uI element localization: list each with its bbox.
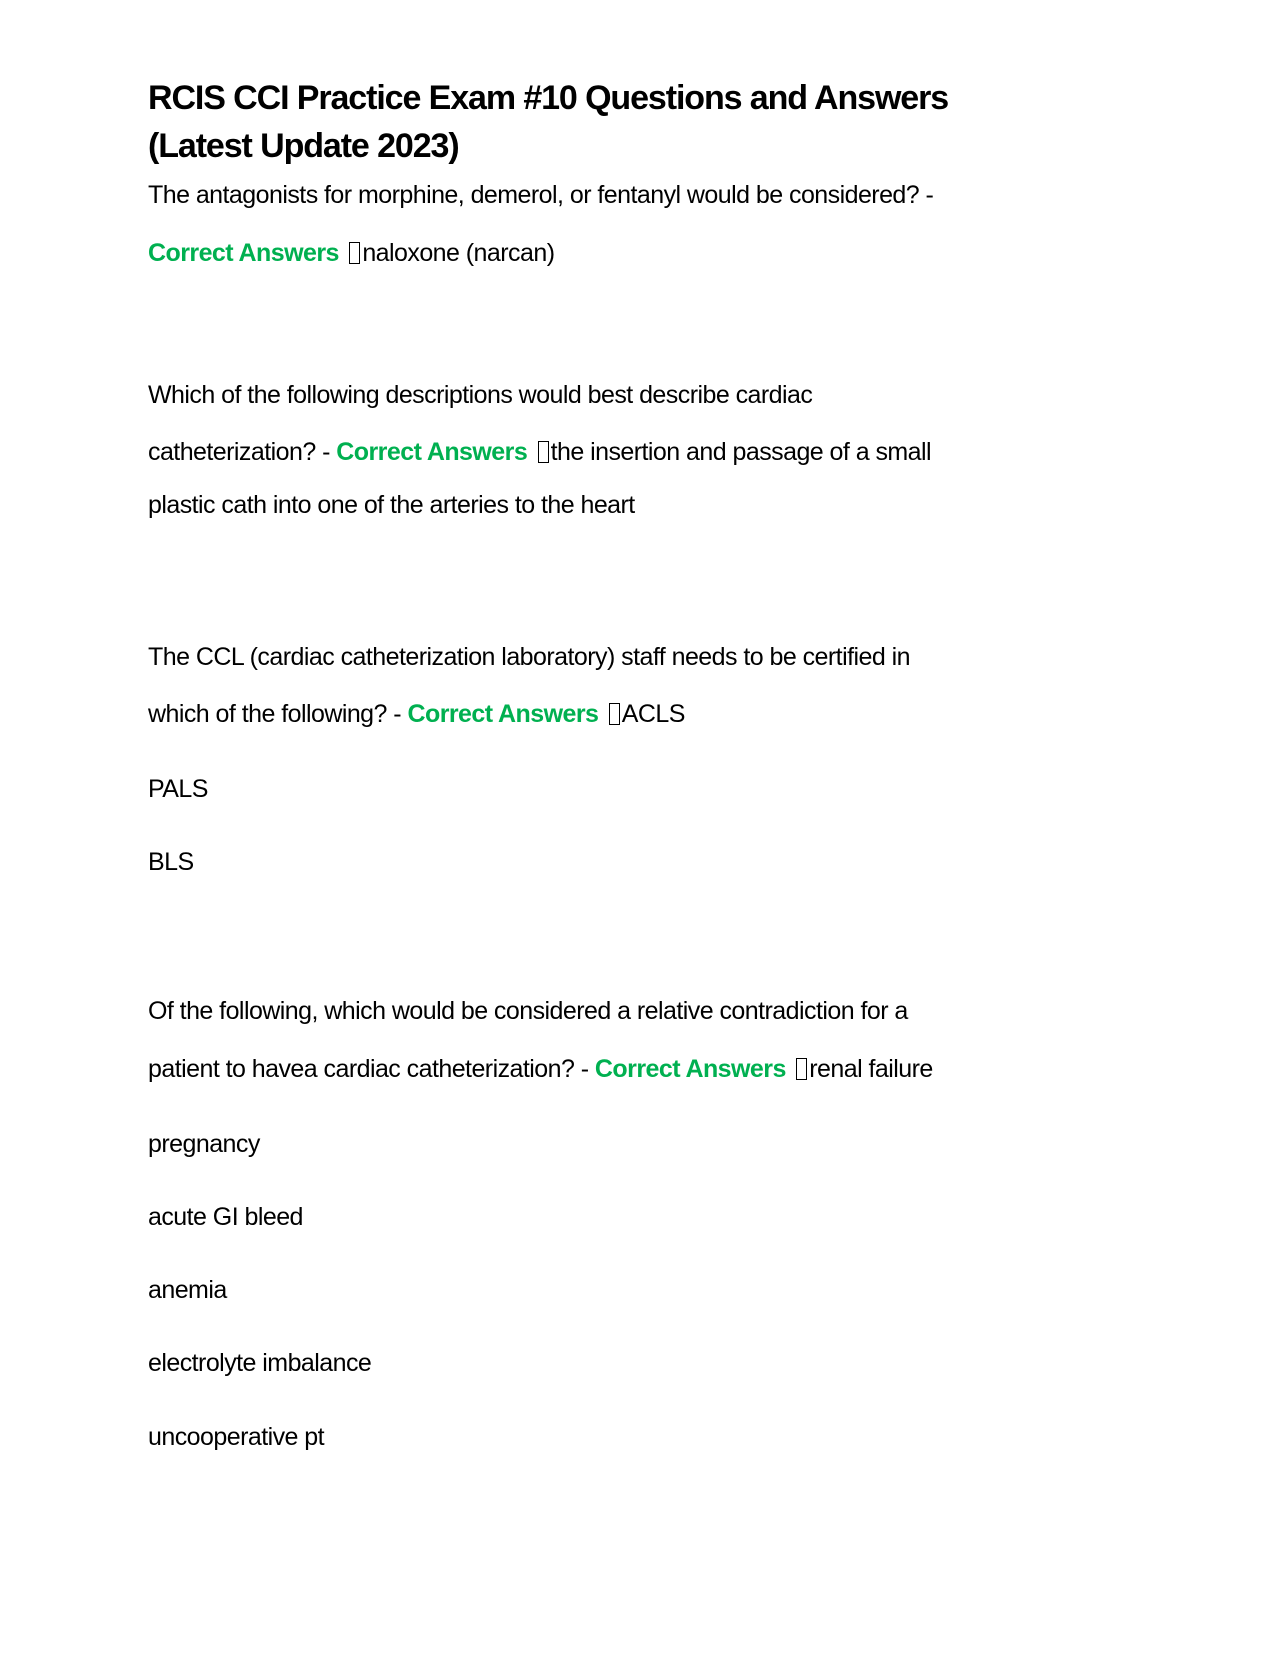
question-4-answer-line (148, 1054, 933, 1084)
question-4-option: acute GI bleed (148, 1203, 303, 1231)
question-3-answer: ACLS (621, 700, 685, 728)
question-3-text-continuation: which of the following? - (148, 700, 408, 728)
missing-glyph-box-icon (796, 1058, 807, 1080)
document-title-line-2: (Latest Update 2023) (148, 127, 459, 165)
question-2-answer-line (148, 437, 931, 467)
question-4-option: pregnancy (148, 1130, 260, 1158)
question-2-answer: the insertion and passage of a small (550, 438, 932, 466)
question-2-answer-continuation: plastic cath into one of the arteries to the heart (148, 491, 635, 519)
question-3-option: BLS (148, 848, 194, 876)
question-4-option: anemia (148, 1276, 227, 1304)
question-4-text-continuation: patient to havea cardiac catheterization? - (148, 1055, 595, 1083)
question-3-answer-line (148, 699, 685, 729)
correct-answers-label: Correct Answers (148, 239, 339, 267)
question-4-option: uncooperative pt (148, 1423, 325, 1451)
missing-glyph-box-icon (538, 441, 549, 463)
question-1-answer-line (148, 238, 554, 268)
question-4-answer: renal failure (809, 1055, 933, 1083)
correct-answers-label: Correct Answers (594, 1055, 786, 1083)
missing-glyph-box-icon (349, 242, 360, 264)
question-2-text-continuation: catheterization? - (148, 438, 337, 466)
correct-answers-label: Correct Answers (336, 438, 528, 466)
question-3-text: The CCL (cardiac catheterization laboratory) staff needs to be certified in (148, 643, 910, 671)
question-1-text: The antagonists for morphine, demerol, or fentanyl would be considered? - (148, 181, 934, 209)
question-3-option: PALS (148, 775, 208, 803)
question-2-text: Which of the following descriptions would best describe cardiac (148, 381, 813, 409)
document-title-line-1: RCIS CCI Practice Exam #10 Questions and Answers (148, 79, 949, 117)
question-4-text: Of the following, which would be considered a relative contradiction for a (148, 997, 908, 1025)
missing-glyph-box-icon (609, 703, 620, 725)
question-1-answer: naloxone (narcan) (362, 239, 555, 267)
correct-answers-label: Correct Answers (407, 700, 599, 728)
question-4-option: electrolyte imbalance (148, 1349, 372, 1377)
